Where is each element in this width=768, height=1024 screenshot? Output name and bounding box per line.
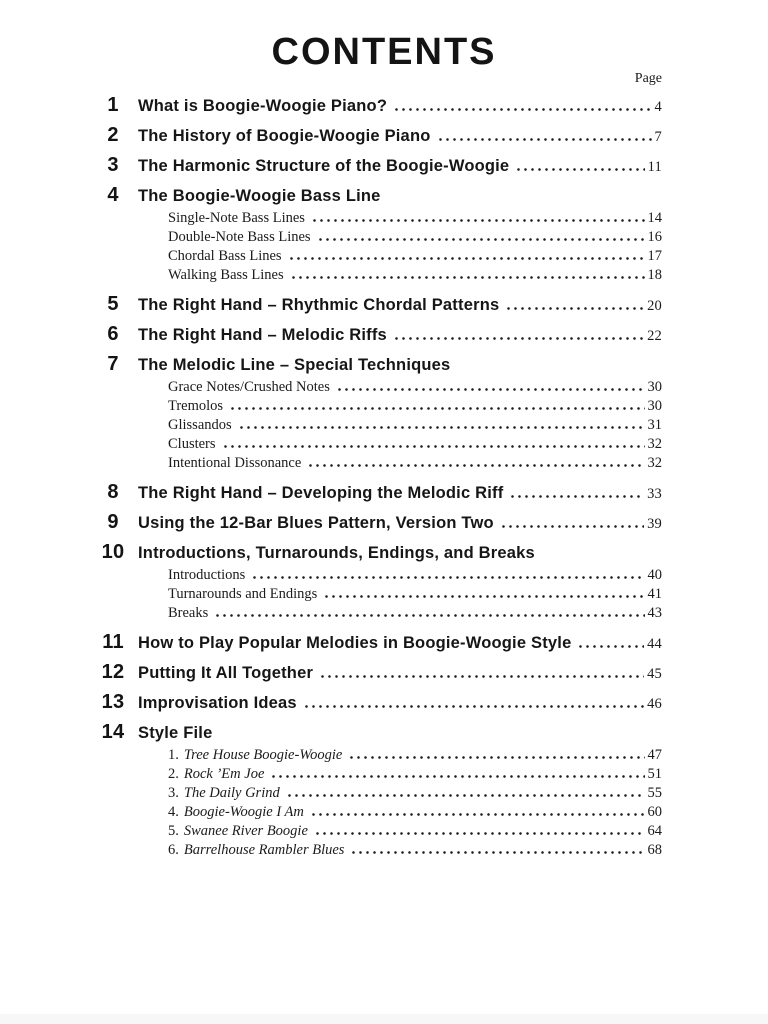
toc-sub-entry	[168, 209, 662, 228]
chapter-title: The Right Hand – Rhythmic Chordal Patterns	[138, 296, 500, 315]
sub-entry-title: Grace Notes/Crushed Notes	[168, 379, 330, 396]
sub-entry-title: Swanee River Boogie	[183, 823, 308, 840]
dot-leader	[303, 705, 644, 708]
chapter-title: The Harmonic Structure of the Boogie-Woogie	[138, 157, 510, 176]
dot-leader	[310, 813, 645, 816]
page-number: 40	[647, 567, 662, 584]
dot-leader	[323, 595, 644, 598]
dot-leader	[314, 832, 645, 835]
chapter-title: Putting It All Together	[138, 664, 314, 683]
dot-leader	[393, 108, 651, 111]
toc-sub-entry	[168, 841, 662, 860]
page-number: 47	[647, 747, 662, 764]
page-number: 14	[647, 210, 662, 227]
sub-entry-title: Barrelhouse Rambler Blues	[183, 842, 345, 859]
chapter-number: 13	[101, 691, 125, 714]
sub-entry-title: Glissandos	[168, 417, 232, 434]
toc-sub-entry	[168, 604, 662, 623]
dot-leader	[290, 276, 645, 279]
chapter-number: 12	[101, 661, 125, 684]
chapter-number: 8	[107, 481, 119, 504]
toc-entry	[96, 541, 662, 564]
chapter-title: Using the 12-Bar Blues Pattern, Version Two	[138, 514, 494, 533]
toc-sub-entry	[168, 266, 662, 285]
page-number: 51	[647, 766, 662, 783]
toc-sub-entry	[168, 397, 662, 416]
page-number: 18	[647, 267, 662, 284]
chapter-number: 5	[107, 293, 119, 316]
page-number: 44	[647, 636, 662, 653]
toc-entry	[96, 323, 662, 346]
toc-sub-entry	[168, 822, 662, 841]
dot-leader	[251, 576, 644, 579]
dot-leader	[319, 675, 644, 678]
sub-entry-title: The Daily Grind	[183, 785, 280, 802]
chapter-number: 2	[107, 124, 119, 147]
chapter-title: The Boogie-Woogie Bass Line	[138, 187, 381, 206]
page-number: 17	[647, 248, 662, 265]
dot-leader	[515, 168, 644, 171]
chapter-title: Introductions, Turnarounds, Endings, and Breaks	[138, 544, 535, 563]
toc-entry	[96, 293, 662, 316]
toc-sub-entry	[168, 566, 662, 585]
sub-entry-title: Clusters	[168, 436, 216, 453]
sub-entry-title: Turnarounds and Endings	[168, 586, 318, 603]
page-number: 68	[647, 842, 662, 859]
song-number-prefix: 2.	[168, 766, 179, 783]
page-number: 32	[647, 455, 662, 472]
chapter-number: 11	[102, 631, 124, 654]
page-number: 64	[647, 823, 662, 840]
chapter-number: 3	[107, 154, 119, 177]
chapter-title: The History of Boogie-Woogie Piano	[138, 127, 431, 146]
sub-entry-title: Single-Note Bass Lines	[168, 210, 305, 227]
toc-sub-entry	[168, 435, 662, 454]
page-number: 20	[647, 298, 662, 315]
toc-sub-list	[168, 378, 662, 473]
page-number: 60	[647, 804, 662, 821]
chapter-number: 7	[107, 353, 119, 376]
page-number: 16	[647, 229, 662, 246]
dot-leader	[437, 138, 652, 141]
dot-leader	[393, 337, 644, 340]
dot-leader	[214, 614, 644, 617]
chapter-number: 1	[107, 94, 119, 117]
sub-entry-title: Tremolos	[168, 398, 224, 415]
toc-sub-entry	[168, 228, 662, 247]
song-number-prefix: 3.	[168, 785, 179, 802]
toc-entry	[96, 481, 662, 504]
chapter-number: 4	[107, 184, 119, 207]
page-number: 30	[647, 398, 662, 415]
toc-sub-entry	[168, 378, 662, 397]
dot-leader	[311, 219, 645, 222]
page-column-label: Page	[634, 71, 662, 87]
toc-entry	[96, 353, 662, 376]
dot-leader	[286, 794, 645, 797]
sub-entry-title: Tree House Boogie-Woogie	[183, 747, 343, 764]
toc-entry	[96, 94, 662, 117]
toc-sub-entry	[168, 247, 662, 266]
toc-sub-entry	[168, 803, 662, 822]
chapter-title: The Right Hand – Developing the Melodic Riff	[138, 484, 504, 503]
dot-leader	[270, 775, 644, 778]
chapter-title: How to Play Popular Melodies in Boogie-Woogie Style	[138, 634, 572, 653]
toc-entry	[96, 154, 662, 177]
chapter-title: What is Boogie-Woogie Piano?	[138, 97, 388, 116]
song-number-prefix: 5.	[168, 823, 179, 840]
toc-sub-list	[168, 209, 662, 285]
page-number: 11	[647, 159, 662, 176]
dot-leader	[577, 645, 644, 648]
page-number: 43	[647, 605, 662, 622]
toc-entry	[96, 661, 662, 684]
toc-sub-entry	[168, 416, 662, 435]
chapter-number: 10	[101, 541, 125, 564]
toc-sub-list	[168, 566, 662, 623]
sub-entry-title: Walking Bass Lines	[168, 267, 284, 284]
sub-entry-title: Rock ’Em Joe	[183, 766, 265, 783]
dot-leader	[229, 407, 644, 410]
sub-entry-title: Boogie-Woogie I Am	[183, 804, 304, 821]
toc-sub-entry	[168, 454, 662, 473]
sub-entry-title: Double-Note Bass Lines	[168, 229, 311, 246]
page-number: 39	[647, 516, 662, 533]
scan-edge-strip	[0, 1014, 768, 1024]
toc-entry	[96, 721, 662, 744]
page-number: 45	[647, 666, 662, 683]
page-title: CONTENTS	[271, 31, 497, 73]
chapter-title: The Right Hand – Melodic Riffs	[138, 326, 387, 345]
dot-leader	[288, 257, 645, 260]
sub-entry-title: Chordal Bass Lines	[168, 248, 282, 265]
toc-entry	[96, 691, 662, 714]
dot-leader	[509, 495, 644, 498]
toc-sub-entry	[168, 765, 662, 784]
toc-sub-entry	[168, 746, 662, 765]
page-number: 41	[647, 586, 662, 603]
dot-leader	[505, 307, 644, 310]
toc-entry	[96, 124, 662, 147]
song-number-prefix: 6.	[168, 842, 179, 859]
page-number: 32	[647, 436, 662, 453]
page-number: 7	[654, 129, 662, 146]
page-number: 55	[647, 785, 662, 802]
toc-entry	[96, 631, 662, 654]
chapter-number: 6	[107, 323, 119, 346]
toc-entry	[96, 511, 662, 534]
chapter-number: 14	[101, 721, 125, 744]
page-number: 31	[647, 417, 662, 434]
sub-entry-title: Breaks	[168, 605, 209, 622]
page-number: 30	[647, 379, 662, 396]
chapter-title: Improvisation Ideas	[138, 694, 297, 713]
table-of-contents	[96, 94, 662, 860]
dot-leader	[350, 851, 644, 854]
sub-entry-title: Introductions	[168, 567, 246, 584]
page-number: 22	[647, 328, 662, 345]
song-number-prefix: 4.	[168, 804, 179, 821]
sub-entry-title: Intentional Dissonance	[168, 455, 302, 472]
dot-leader	[317, 238, 645, 241]
chapter-title: Style File	[138, 724, 213, 743]
page-number: 46	[647, 696, 662, 713]
toc-sub-entry	[168, 585, 662, 604]
page-number: 4	[654, 99, 662, 116]
toc-sub-list	[168, 746, 662, 860]
song-number-prefix: 1.	[168, 747, 179, 764]
dot-leader	[336, 388, 645, 391]
dot-leader	[307, 464, 644, 467]
toc-sub-entry	[168, 784, 662, 803]
dot-leader	[500, 525, 644, 528]
toc-entry	[96, 184, 662, 207]
page-number: 33	[647, 486, 662, 503]
chapter-title: The Melodic Line – Special Techniques	[138, 356, 451, 375]
dot-leader	[222, 445, 645, 448]
dot-leader	[348, 756, 644, 759]
chapter-number: 9	[107, 511, 119, 534]
dot-leader	[238, 426, 645, 429]
